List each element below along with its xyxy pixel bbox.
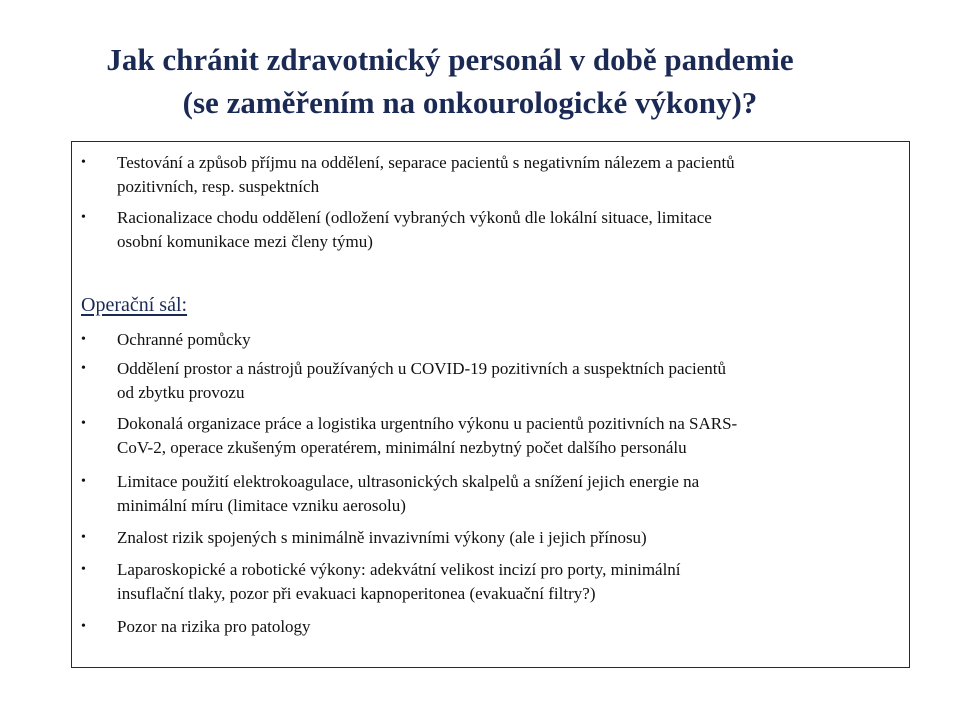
bullet-icon: • (81, 361, 86, 376)
bullet-icon: • (81, 155, 86, 170)
list-item-text-line-2: od zbytku provozu (117, 383, 245, 402)
list-item-text-line-2: osobní komunikace mezi členy týmu) (117, 232, 373, 251)
list-item-text-line-1: Oddělení prostor a nástrojů používaných u COVID-19 pozitivních a suspektních pacientů (117, 359, 727, 378)
section-heading: Operační sál: (81, 294, 188, 316)
list-item-text-line-1: Pozor na rizika pro patology (117, 617, 311, 636)
bullet-icon: • (81, 416, 86, 431)
bullet-icon: • (81, 562, 86, 577)
list-item-text-line-1: Limitace použití elektrokoagulace, ultrasonických skalpelů a snížení jejich energie na (117, 472, 700, 491)
content-box (71, 141, 910, 668)
slide-title (0, 38, 900, 124)
bullet-icon: • (81, 332, 86, 347)
slide-title-line-1: Jak chránit zdravotnický personál v době pandemie (106, 42, 794, 77)
list-item-text-line-1: Racionalizace chodu oddělení (odložení vybraných výkonů dle lokální situace, limitace (117, 208, 712, 227)
list-item-text-line-1: Laparoskopické a robotické výkony: adekvátní velikost incizí pro porty, minimální (117, 560, 681, 579)
list-item-text-line-1: Dokonalá organizace práce a logistika urgentního výkonu u pacientů pozitivních na SARS- (117, 414, 738, 433)
list-item-text-line-2: minimální míru (limitace vzniku aerosolu) (117, 496, 406, 515)
bullet-icon: • (81, 619, 86, 634)
list-item-text-line-2: CoV-2, operace zkušeným operatérem, minimální nezbytný počet dalšího personálu (117, 438, 687, 457)
bullet-icon: • (81, 530, 86, 545)
list-item-text-line-2: insuflační tlaky, pozor při evakuaci kapnoperitonea (evakuační filtry?) (117, 584, 596, 603)
list-item-text-line-1: Znalost rizik spojených s minimálně invazivními výkony (ale i jejich přínosu) (117, 528, 647, 547)
bullet-icon: • (81, 210, 86, 225)
list-item-text-line-1: Testování a způsob příjmu na oddělení, separace pacientů s negativním nálezem a pacientů (117, 153, 735, 172)
list-item-text-line-1: Ochranné pomůcky (117, 330, 251, 349)
list-item-text-line-2: pozitivních, resp. suspektních (117, 177, 320, 196)
bullet-icon: • (81, 474, 86, 489)
slide-title-line-2: (se zaměřením na onkourologické výkony)? (182, 85, 758, 120)
